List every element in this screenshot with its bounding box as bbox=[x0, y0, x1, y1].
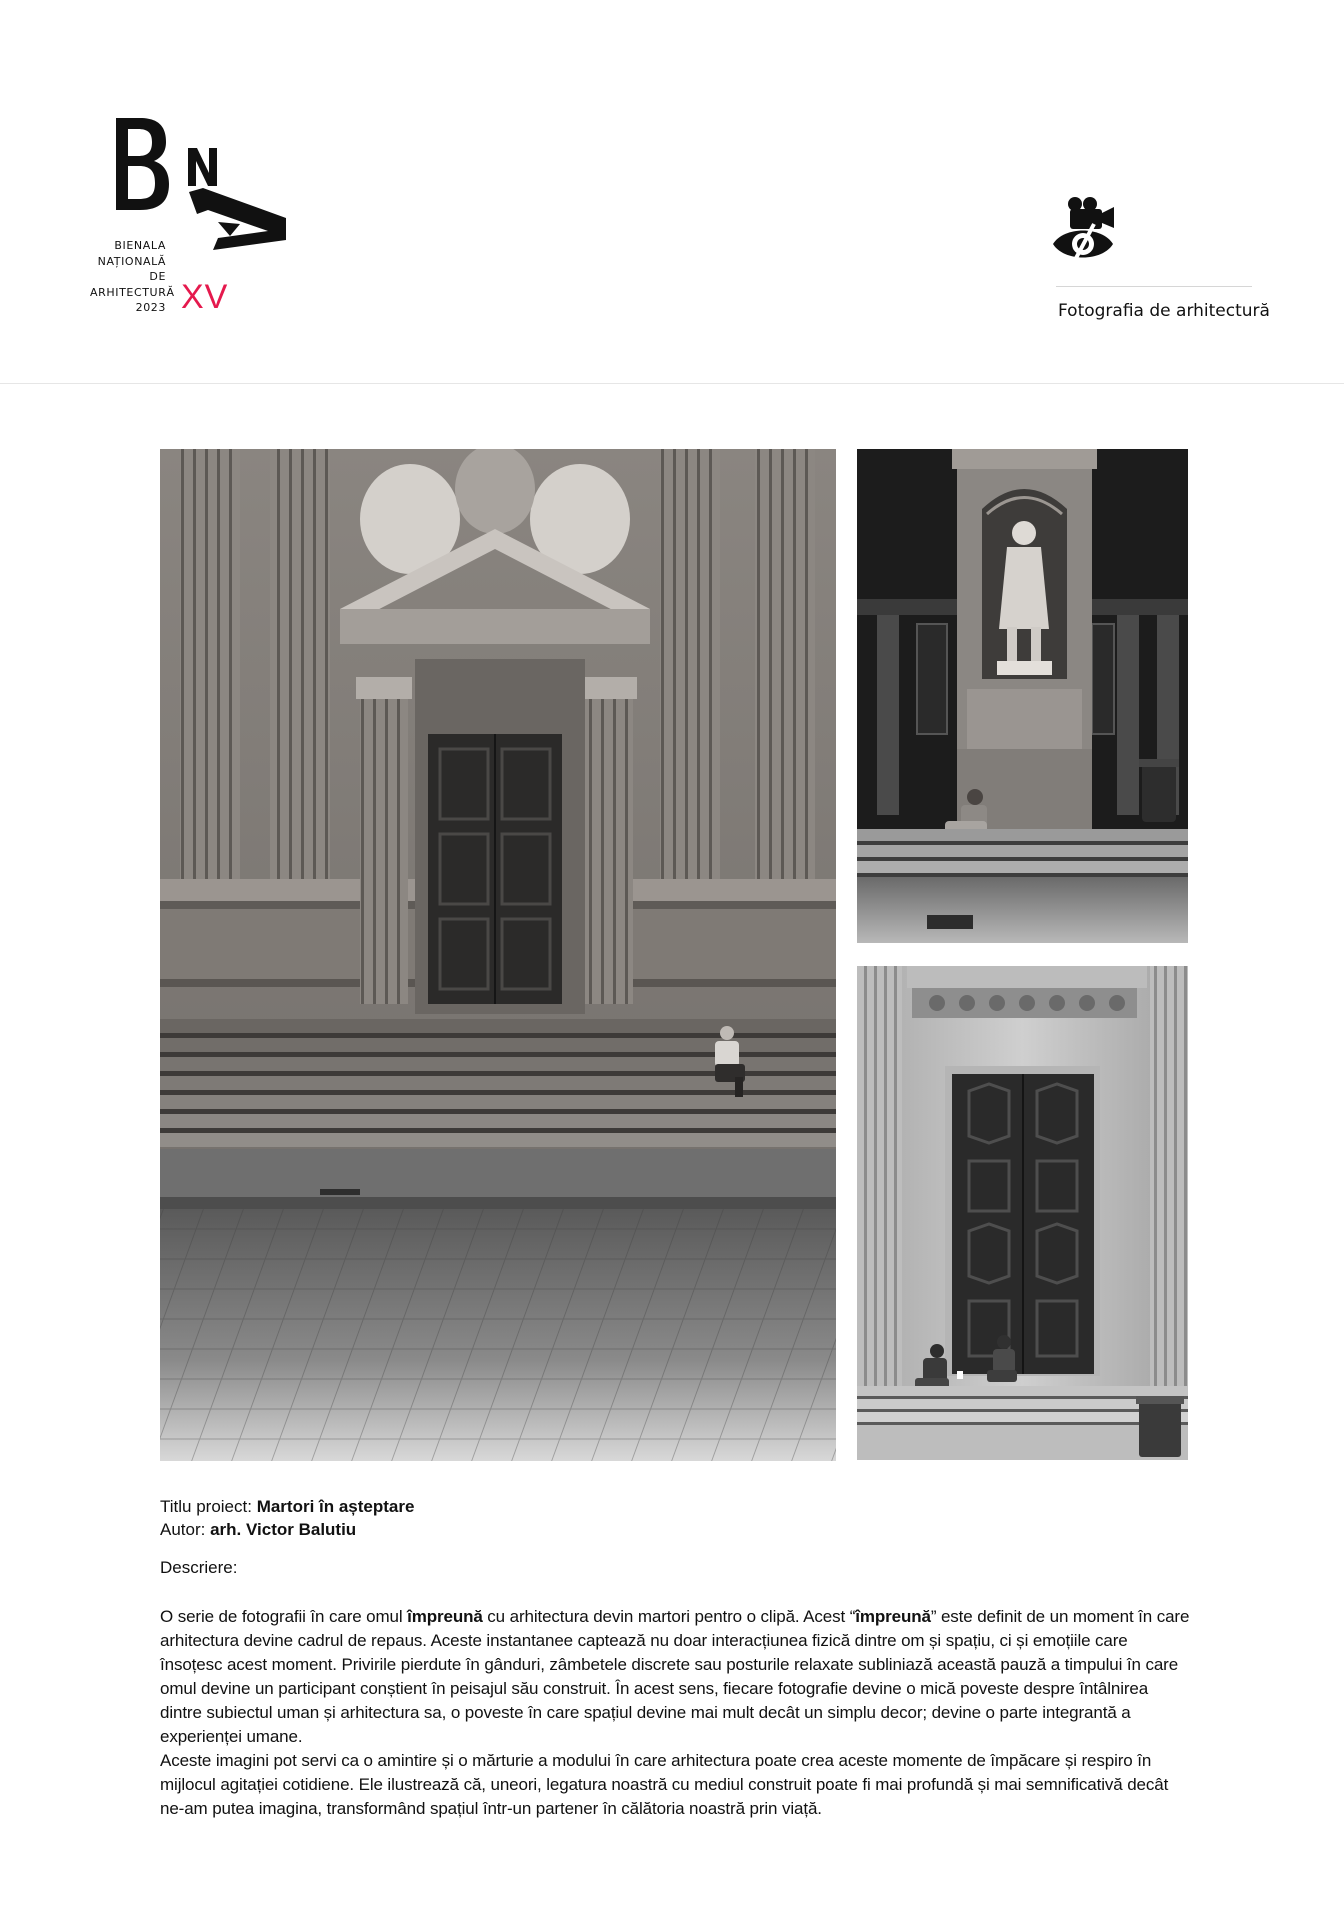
description-paragraph-1 bbox=[160, 1605, 1192, 1749]
logo-year: 2023 bbox=[135, 301, 166, 314]
camera-eye-icon bbox=[1050, 196, 1125, 270]
photo-facade bbox=[160, 449, 836, 1461]
header-rule bbox=[0, 383, 1344, 384]
logo-line: NAȚIONALĂ bbox=[97, 254, 166, 268]
project-title: Martori în așteptare bbox=[256, 1497, 415, 1516]
photo-statue bbox=[857, 449, 1188, 943]
logo-line: DE bbox=[149, 270, 166, 283]
logo-line: ARHITECTURĂ bbox=[90, 285, 175, 299]
project-author-label: Autor: bbox=[160, 1520, 211, 1539]
brand-divider bbox=[1056, 286, 1252, 287]
brand-label: Fotografia de arhitectură bbox=[1058, 301, 1270, 321]
project-meta bbox=[160, 1495, 1190, 1541]
header bbox=[0, 0, 1344, 383]
description-paragraph-2: Aceste imagini pot servi ca o amintire și o mărturie a modului în care arhitectura poate crea aceste momente de împăcare și respiro în mijlocul agitației cotidiene. Ele ilustrează că, uneori, legatura noastră cu mediul construit poate fi mai profundă și mai semnificativă decât ne-am putea imagina, transformând spațiul într-un partener în călătoria noastră prin viață. bbox=[160, 1751, 1169, 1818]
description-emphasis: împreună bbox=[407, 1607, 483, 1626]
project-author-line bbox=[160, 1518, 1190, 1541]
project-title-label: Titlu proiect: bbox=[160, 1497, 257, 1516]
description-heading: Descriere: bbox=[160, 1558, 238, 1577]
logo-line: BIENALA bbox=[114, 239, 166, 252]
description-body bbox=[160, 1605, 1192, 1821]
description-text: cu arhitectura devin martori pentro o clipă. Acest “ bbox=[482, 1607, 856, 1626]
logo-edition: XV bbox=[181, 278, 229, 316]
description-emphasis: împreună bbox=[855, 1607, 931, 1626]
project-author: arh. Victor Balutiu bbox=[210, 1520, 357, 1539]
photo-doorway bbox=[857, 966, 1188, 1460]
description-text: ” este definit de un moment în care arhitectura devine cadrul de repaus. Aceste instantanee captează nu doar interacțiunea fizică dintre om și spațiu, ci și emoțiile care însoțesc acest moment. Privirile pierdute în gânduri, zâmbetele discrete sau posturile relaxate subliniază această pauză a timpului în care omul devine un participant conștient în peisajul său construit. În acest sens, fiecare fotografie devine o mică poveste despre întâlnirea dintre subiectul uman și arhitectura sa, o poveste în care spațiul devine mai mult decât un simplu decor; devine o parte integrantă a experienței umane. bbox=[160, 1607, 1190, 1746]
description-text: O serie de fotografii în care omul bbox=[160, 1607, 408, 1626]
logo-text-stack bbox=[90, 238, 175, 316]
project-title-line bbox=[160, 1495, 1190, 1518]
